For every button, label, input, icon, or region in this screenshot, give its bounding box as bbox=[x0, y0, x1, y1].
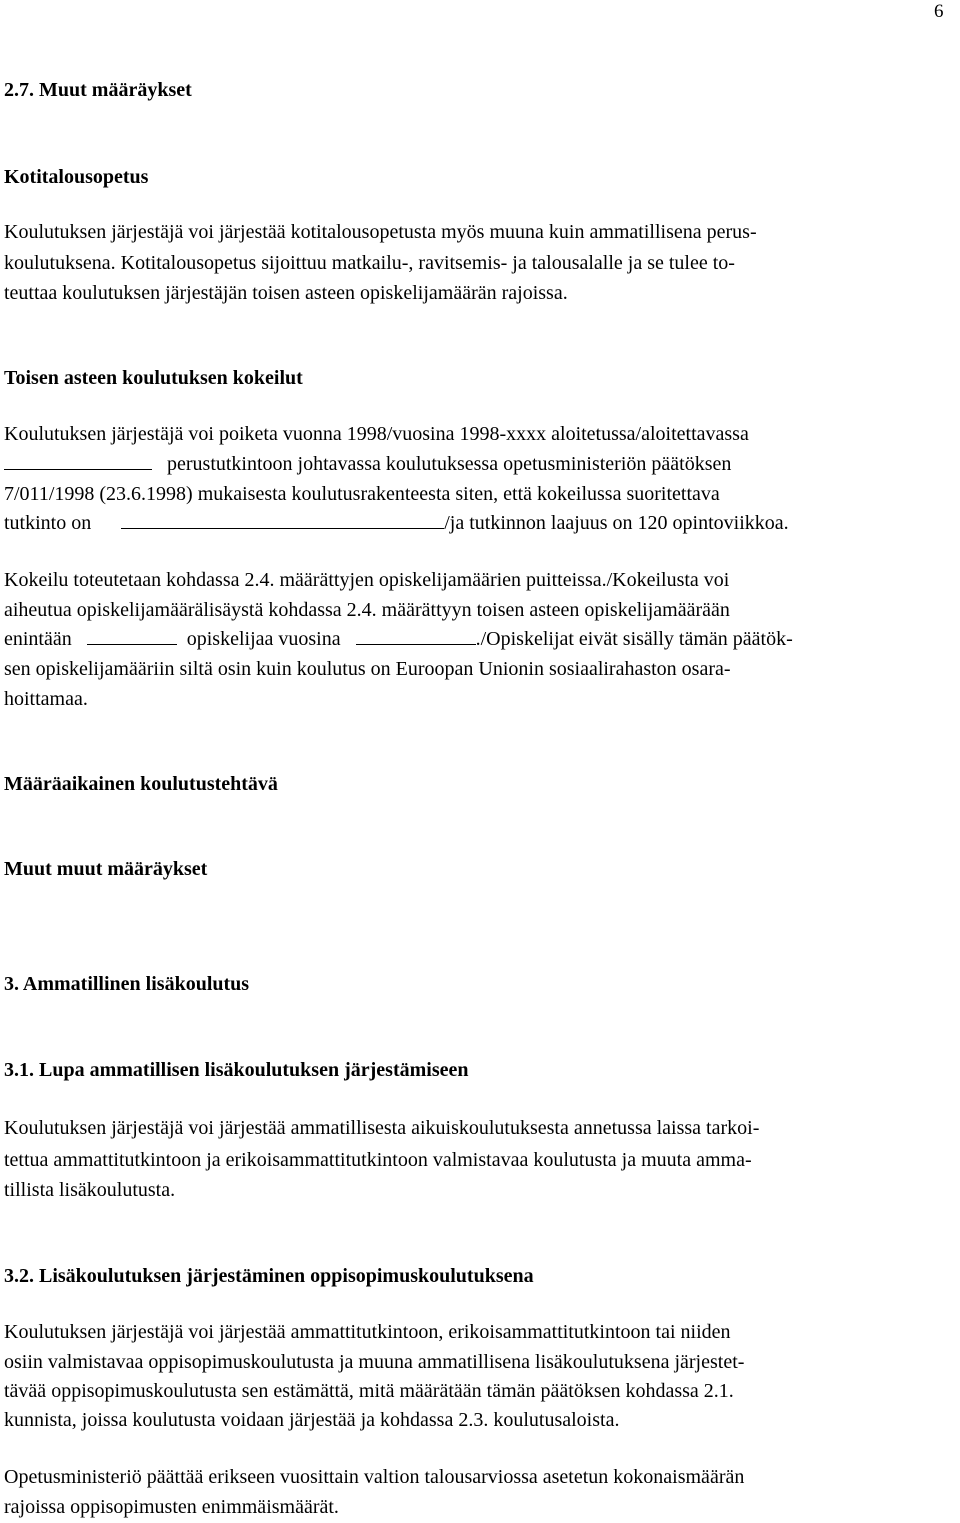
section-heading-3: 3. Ammatillinen lisäkoulutus bbox=[4, 973, 250, 995]
text-span: opiskelijaa vuosina bbox=[186, 628, 341, 650]
paragraph-line: Koulutuksen järjestäjä voi järjestää ammatillisesta aikuiskoulutuksesta annetussa laissa tarkoi- bbox=[4, 1117, 760, 1139]
subheading-kotitalousopetus: Kotitalousopetus bbox=[4, 166, 149, 188]
subheading-kokeilut: Toisen asteen koulutuksen kokeilut bbox=[4, 367, 303, 389]
text-span: tutkinto on bbox=[4, 512, 92, 534]
section-heading-3-2: 3.2. Lisäkoulutuksen järjestäminen oppisopimuskoulutuksena bbox=[4, 1265, 534, 1287]
page-number: 6 bbox=[934, 1, 944, 22]
fill-in-blank bbox=[356, 626, 476, 645]
paragraph-line: Koulutuksen järjestäjä voi poiketa vuonna 1998/vuosina 1998-xxxx aloitetussa/aloitettavassa bbox=[4, 423, 749, 445]
fill-in-blank bbox=[87, 626, 177, 645]
paragraph-line bbox=[4, 450, 731, 478]
section-heading-2-7: 2.7. Muut määräykset bbox=[4, 79, 192, 101]
paragraph-line: 7/011/1998 (23.6.1998) mukaisesta koulutusrakenteesta siten, että kokeilussa suoritettava bbox=[4, 483, 720, 505]
paragraph-line: aiheutua opiskelijamäärälisäystä kohdassa 2.4. määrättyyn toisen asteen opiskelijamäärään bbox=[4, 599, 730, 621]
fill-in-blank bbox=[121, 510, 444, 529]
subheading-maaraaikainen: Määräaikainen koulutustehtävä bbox=[4, 773, 278, 795]
paragraph-line: tävää oppisopimuskoulutusta sen estämättä, mitä määrätään tämän päätöksen kohdassa 2.1. bbox=[4, 1380, 734, 1402]
subheading-muut: Muut muut määräykset bbox=[4, 858, 208, 880]
fill-in-blank bbox=[4, 451, 152, 470]
paragraph-line: tillista lisäkoulutusta. bbox=[4, 1179, 176, 1201]
section-heading-3-1: 3.1. Lupa ammatillisen lisäkoulutuksen järjestämiseen bbox=[4, 1059, 469, 1081]
paragraph-line: hoittamaa. bbox=[4, 688, 88, 710]
paragraph-line: rajoissa oppisopimusten enimmäismäärät. bbox=[4, 1496, 339, 1518]
text-span: ./Opiskelijat eivät sisälly tämän päätök- bbox=[475, 628, 793, 650]
paragraph-line bbox=[4, 509, 789, 537]
paragraph-line: sen opiskelijamääriin siltä osin kuin koulutus on Euroopan Unionin sosiaalirahaston osara- bbox=[4, 658, 731, 680]
paragraph-line: Koulutuksen järjestäjä voi järjestää kotitalousopetusta myös muuna kuin ammatillisena perus- bbox=[4, 221, 757, 243]
paragraph-line: Kokeilu toteutetaan kohdassa 2.4. määrättyjen opiskelijamäärien puitteissa./Kokeilusta voi bbox=[4, 569, 730, 591]
paragraph-line: kunnista, joissa koulutusta voidaan järjestää ja kohdassa 2.3. koulutusaloista. bbox=[4, 1409, 620, 1431]
text-span: enintään bbox=[4, 628, 72, 650]
paragraph-line: tettua ammattitutkintoon ja erikoisammattitutkintoon valmistavaa koulutusta ja muuta amma- bbox=[4, 1149, 752, 1171]
paragraph-line: osiin valmistavaa oppisopimuskoulutusta ja muuna ammatillisena lisäkoulutuksena järjestet- bbox=[4, 1351, 745, 1373]
paragraph-line: koulutuksena. Kotitalousopetus sijoittuu matkailu-, ravitsemis- ja talousalalle ja se tulee to- bbox=[4, 252, 735, 274]
paragraph-line: Opetusministeriö päättää erikseen vuosittain valtion talousarviossa asetetun kokonaismäärän bbox=[4, 1466, 745, 1488]
text-span: perustutkintoon johtavassa koulutuksessa opetusministeriön päätöksen bbox=[167, 453, 732, 475]
paragraph-line bbox=[4, 625, 793, 653]
paragraph-line: teuttaa koulutuksen järjestäjän toisen asteen opiskelijamäärän rajoissa. bbox=[4, 282, 568, 304]
text-span: /ja tutkinnon laajuus on 120 opintoviikkoa. bbox=[444, 512, 789, 534]
paragraph-line: Koulutuksen järjestäjä voi järjestää ammattitutkintoon, erikoisammattitutkintoon tai niiden bbox=[4, 1321, 731, 1343]
